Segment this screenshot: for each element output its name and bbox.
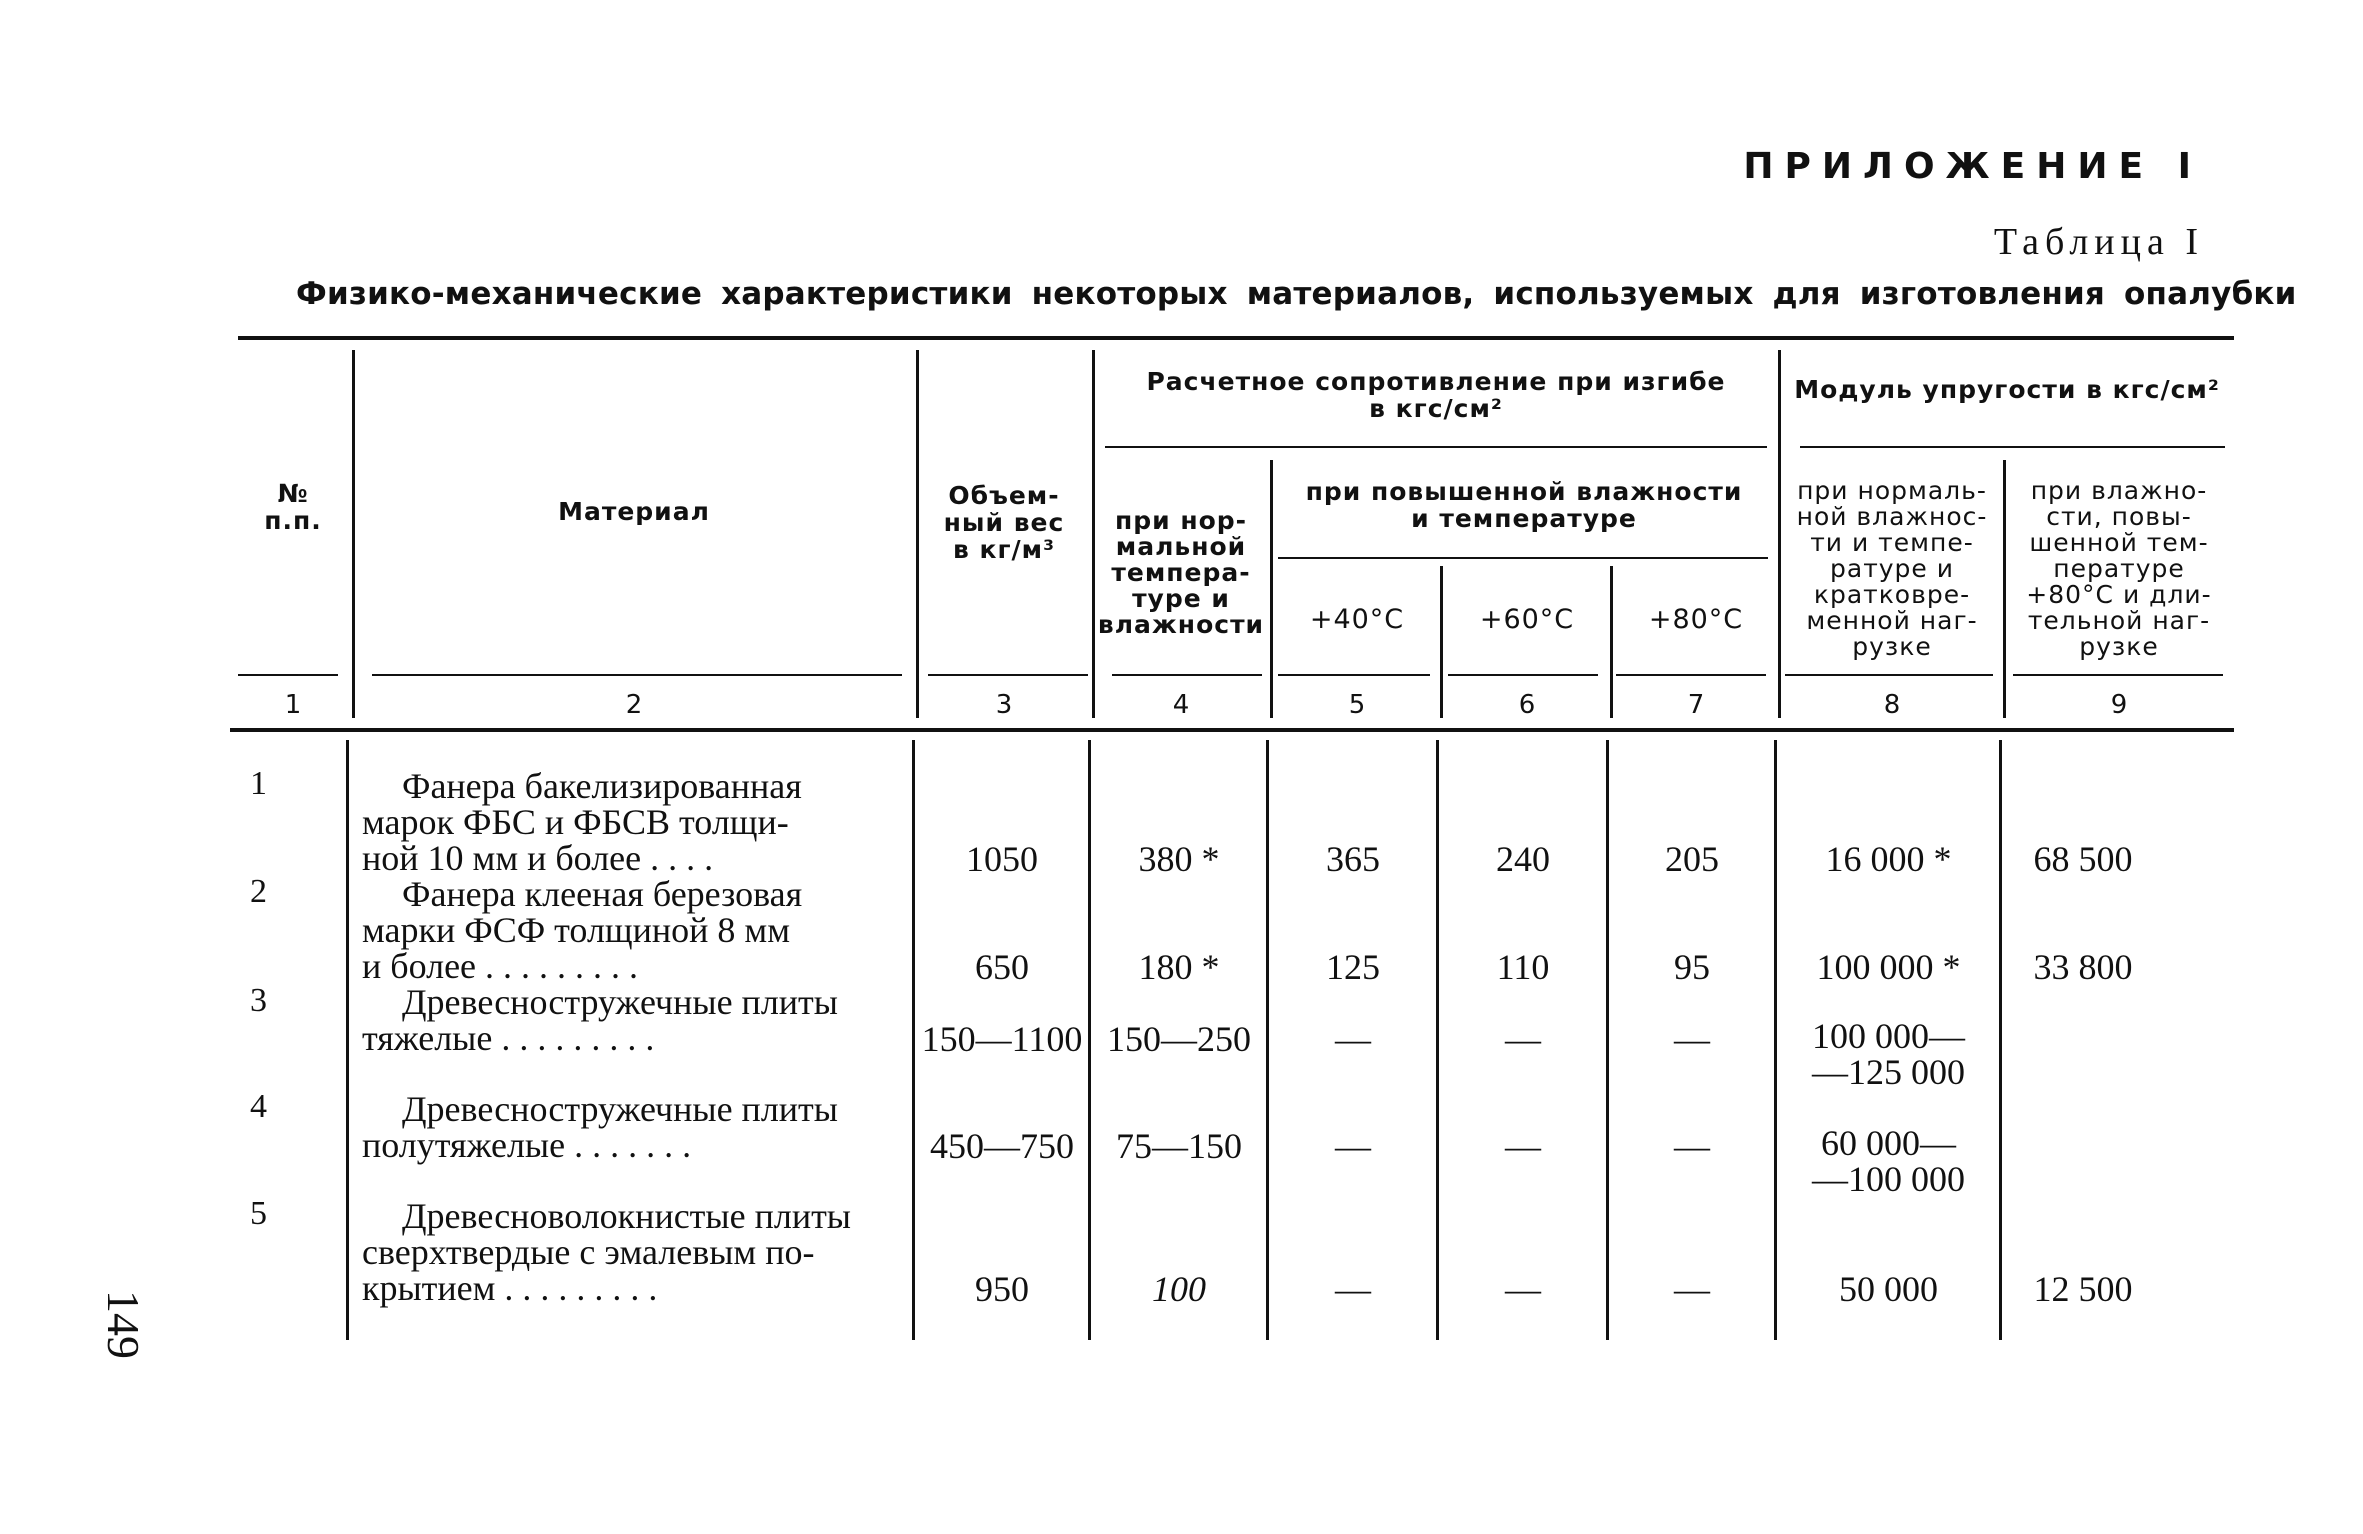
header-bottom-rule [238, 674, 338, 676]
header-bottom-rule [2013, 674, 2223, 676]
header-weight: Объем- ный вес в кг/м³ [943, 481, 1065, 564]
row-material: Древесностружечные плиты тяжелые . . . . . . . . . [362, 982, 838, 1058]
row-resist-60: 240 [1496, 839, 1550, 879]
col-number: 3 [995, 690, 1013, 720]
row-weight: 150—1100 [921, 1019, 1083, 1059]
row-resist-80: — [1674, 1019, 1710, 1059]
col-divider [352, 350, 355, 718]
row-resist-normal: 100 [1152, 1269, 1206, 1309]
row-resist-60: — [1505, 1126, 1541, 1166]
header-bottom-rule [1616, 674, 1766, 676]
col-number: 8 [1883, 690, 1901, 720]
row-modulus-short: 60 000— —100 000 [1812, 1123, 1965, 1199]
row-number: 2 [250, 873, 267, 910]
header-t80: +80°C [1648, 604, 1744, 635]
row-weight: 1050 [966, 839, 1038, 879]
row-resist-normal: 380 * [1138, 839, 1220, 879]
row-resist-40: — [1335, 1269, 1371, 1309]
row-weight: 650 [975, 947, 1029, 987]
header-modulus-group: Модуль упругости в кгс/см² [1794, 375, 2220, 404]
col-number: 1 [284, 690, 302, 720]
row-resist-80: 205 [1665, 839, 1719, 879]
row-number: 1 [250, 765, 267, 802]
col-number: 5 [1348, 690, 1366, 720]
header-bottom-rule [1785, 674, 1993, 676]
col-divider [1270, 460, 1273, 718]
row-modulus-short: 50 000 [1839, 1269, 1938, 1309]
col-divider [1606, 740, 1609, 1340]
col-divider [1999, 740, 2002, 1340]
row-material: Фанера бакелизированная марок ФБС и ФБСВ толщи- ной 10 мм и более . . . . [362, 766, 802, 878]
col-number: 4 [1172, 690, 1190, 720]
header-bottom-rule [1112, 674, 1262, 676]
header-resist-normal: при нор- мальной темпера- туре и влажности [1097, 506, 1265, 639]
header-resist-high: при повышенной влажности и температуре [1305, 477, 1743, 533]
table-label: Таблица I [1993, 221, 2204, 263]
row-resist-80: 95 [1674, 947, 1710, 987]
col-divider [916, 350, 919, 718]
appendix-heading: ПРИЛОЖЕНИЕ I [1743, 146, 2202, 187]
row-modulus-short: 100 000 * [1816, 947, 1961, 987]
col-number: 6 [1518, 690, 1536, 720]
col-divider [1266, 740, 1269, 1340]
row-resist-40: — [1335, 1019, 1371, 1059]
row-resist-normal: 75—150 [1116, 1126, 1242, 1166]
row-material: Фанера клееная березовая марки ФСФ толщиной 8 мм и более . . . . . . . . . [362, 874, 803, 986]
col-divider [1774, 740, 1777, 1340]
row-resist-40: 365 [1326, 839, 1380, 879]
col-divider [346, 740, 349, 1340]
header-material: Материал [558, 497, 710, 526]
row-resist-80: — [1674, 1269, 1710, 1309]
row-resist-60: 110 [1496, 947, 1550, 987]
header-no: № п.п. [264, 479, 322, 535]
header-bottom-rule [1448, 674, 1598, 676]
row-number: 5 [250, 1195, 267, 1232]
col-divider [1092, 350, 1095, 718]
row-resist-normal: 150—250 [1107, 1019, 1251, 1059]
header-mod-long: при влажно- сти, повы- шенной тем- пературе +80°С и дли- тельной наг- рузке [2026, 476, 2212, 661]
col-divider [1440, 566, 1443, 718]
high-group-rule [1278, 557, 1768, 559]
table-top-rule [238, 336, 2234, 340]
header-bottom-rule [1278, 674, 1430, 676]
modulus-group-rule [1800, 446, 2225, 448]
row-modulus-short: 16 000 * [1825, 839, 1952, 879]
header-bottom-rule [372, 674, 902, 676]
row-number: 3 [250, 982, 267, 1019]
col-divider [1436, 740, 1439, 1340]
row-resist-40: 125 [1326, 947, 1380, 987]
row-resist-40: — [1335, 1126, 1371, 1166]
row-material: Древесноволокнистые плиты сверхтвердые с эмалевым по- крытием . . . . . . . . . [362, 1196, 851, 1308]
header-bottom-rule [928, 674, 1088, 676]
row-modulus-long: 12 500 [2033, 1269, 2133, 1309]
row-resist-60: — [1505, 1269, 1541, 1309]
row-weight: 450—750 [930, 1126, 1074, 1166]
row-material: Древесностружечные плиты полутяжелые . . . . . . . [362, 1089, 838, 1165]
row-resist-80: — [1674, 1126, 1710, 1166]
row-modulus-long: 33 800 [2033, 947, 2133, 987]
header-t60: +60°C [1479, 604, 1575, 635]
numbers-bottom-rule [230, 728, 2234, 732]
header-t40: +40°C [1309, 604, 1405, 635]
row-number: 4 [250, 1088, 267, 1125]
col-divider [1610, 566, 1613, 718]
col-divider [1088, 740, 1091, 1340]
resist-group-rule [1105, 446, 1767, 448]
row-weight: 950 [975, 1269, 1029, 1309]
col-number: 2 [625, 690, 643, 720]
header-resist-group: Расчетное сопротивление при изгибе в кгс/см² [1146, 367, 1726, 423]
col-divider [912, 740, 915, 1340]
row-resist-normal: 180 * [1138, 947, 1220, 987]
row-modulus-long: 68 500 [2033, 839, 2133, 879]
col-number: 9 [2110, 690, 2128, 720]
row-resist-60: — [1505, 1019, 1541, 1059]
row-modulus-short: 100 000— —125 000 [1812, 1016, 1965, 1092]
table-title: Физико-механические характеристики некоторых материалов, используемых для изготовления опалубки [296, 276, 2297, 312]
col-divider [1778, 350, 1781, 718]
page-number: 149 [98, 1290, 149, 1359]
header-mod-normal: при нормаль- ной влажнос- ти и темпе- ратуре и кратковре- менной наг- рузке [1796, 476, 1988, 661]
col-number: 7 [1687, 690, 1705, 720]
